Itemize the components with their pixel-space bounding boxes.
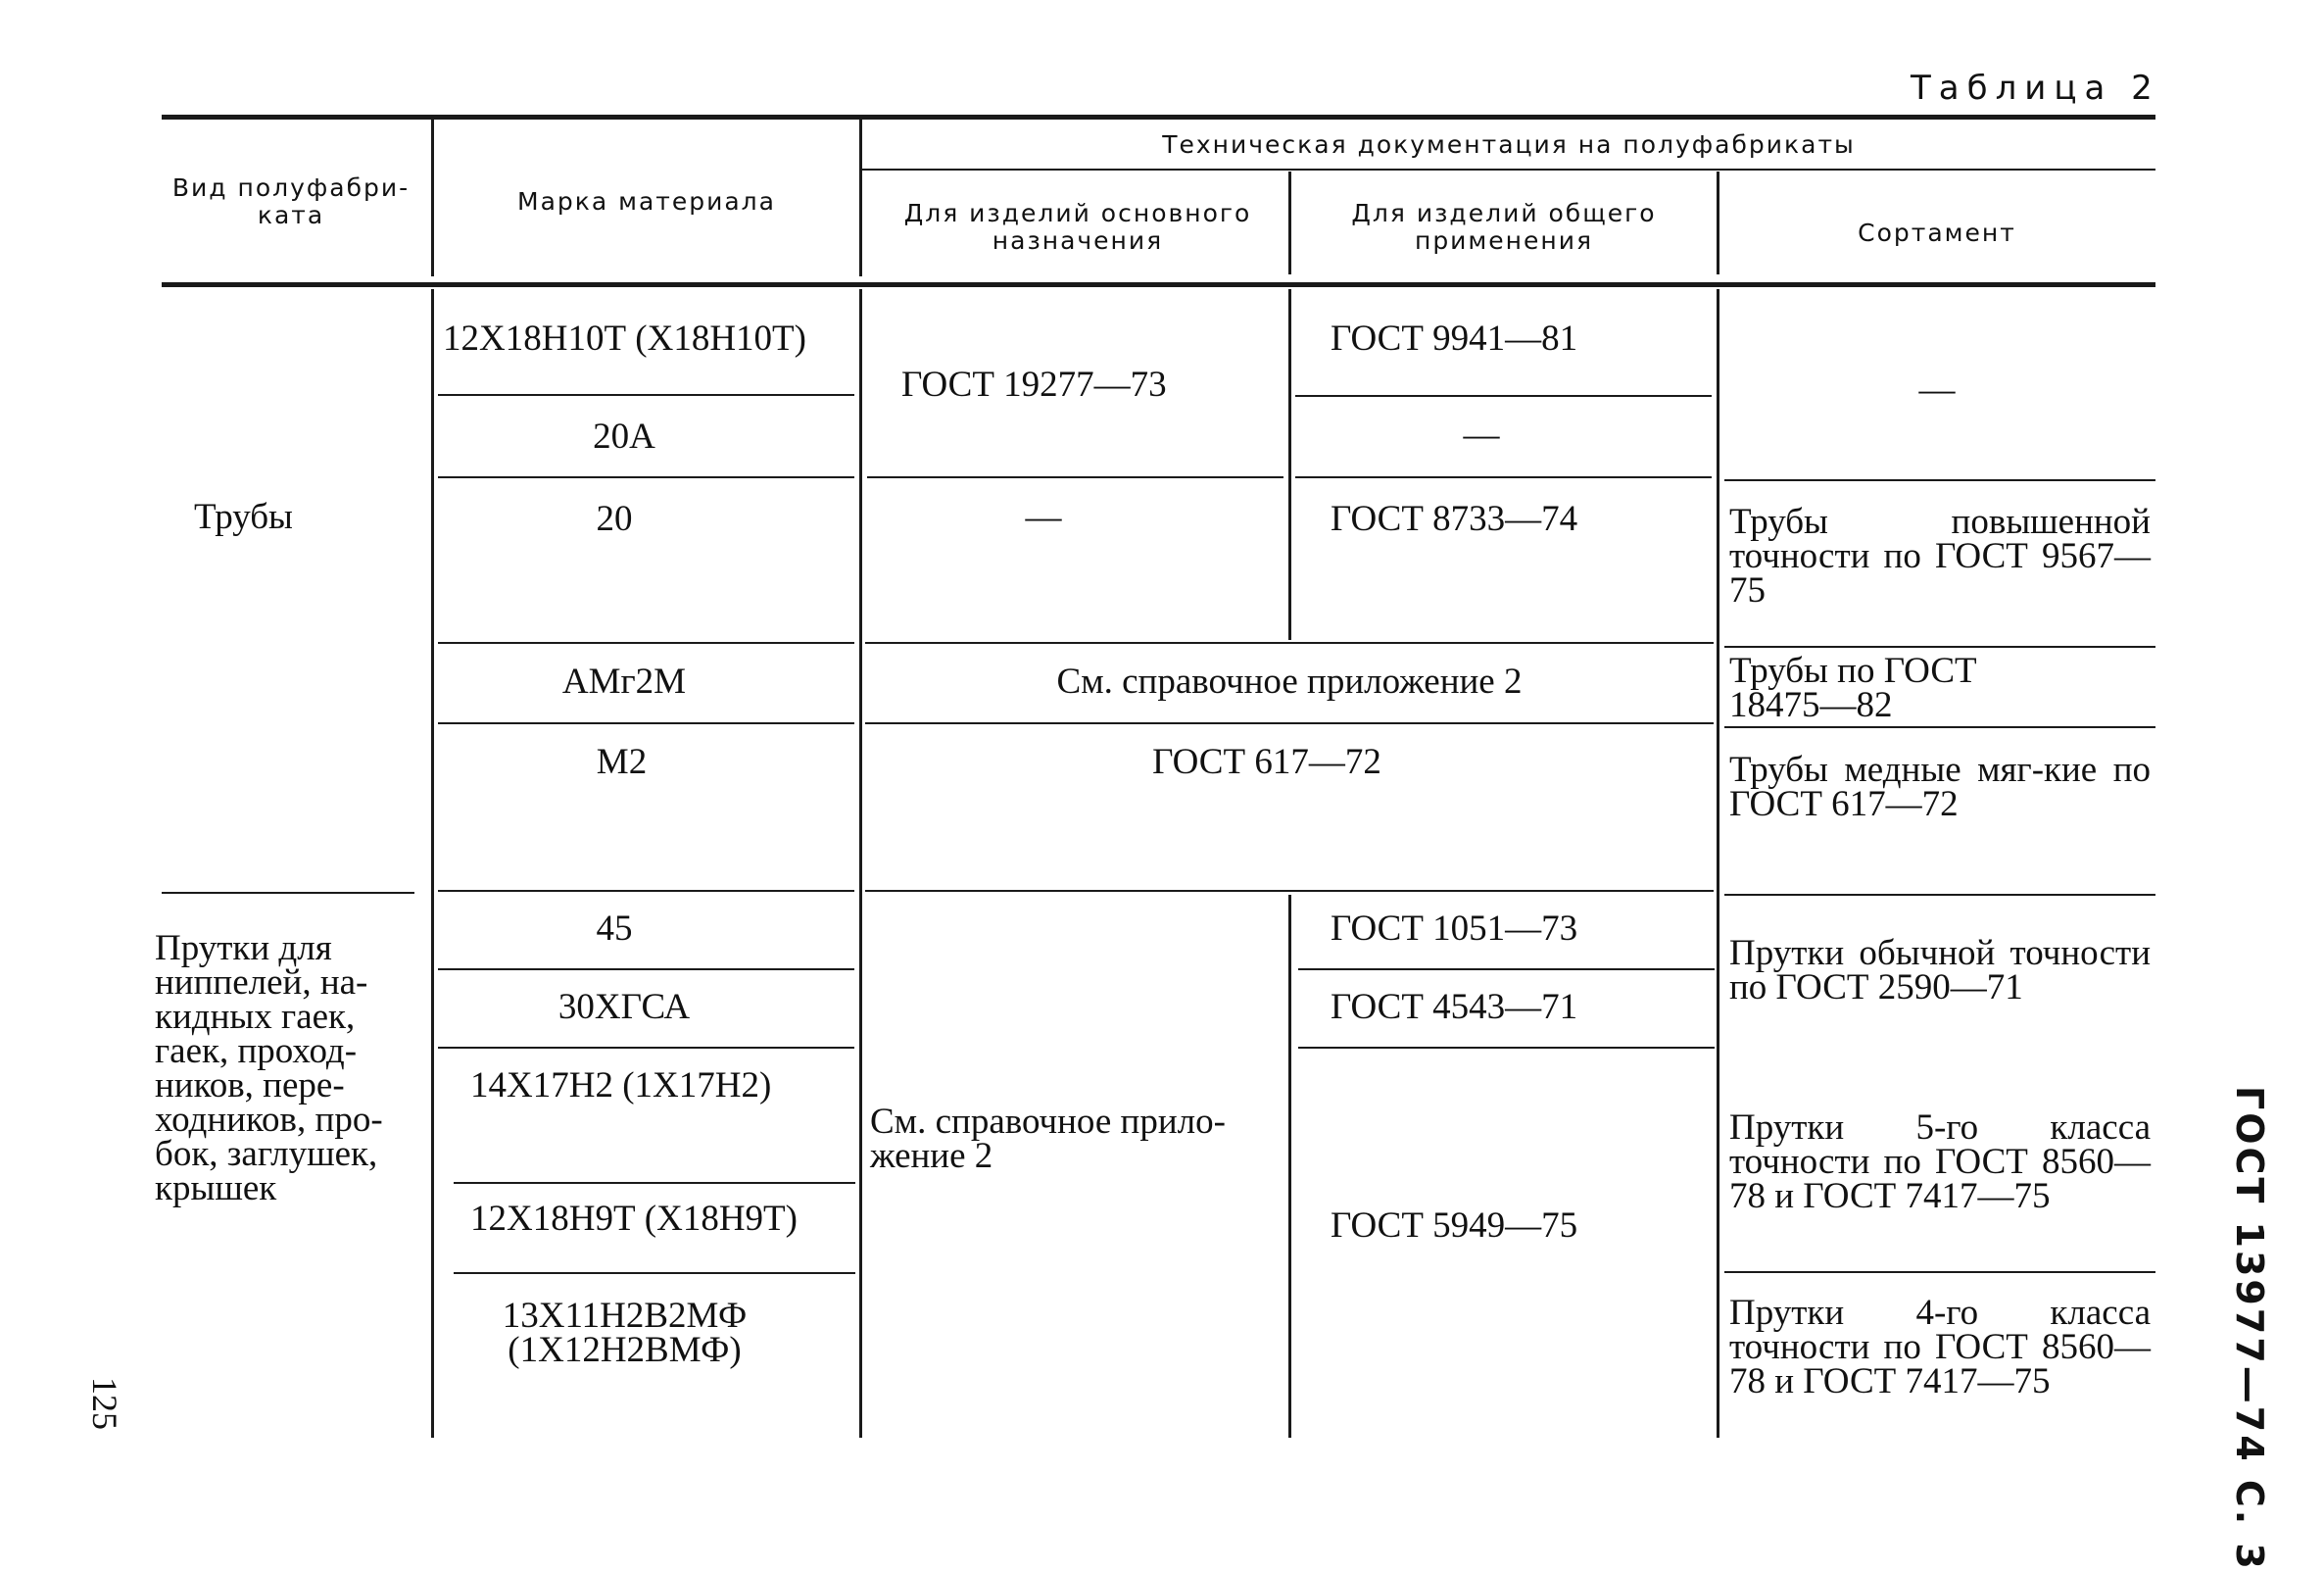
kind-tubes: Трубы [194, 497, 293, 537]
sort-bars-class5: Прутки 5-го класса точности по ГОСТ 8560—78 и ГОСТ 7417—75 [1729, 1107, 2151, 1216]
sort-tubes-copper: Трубы медные мяг-кие по ГОСТ 617—72 [1729, 750, 2151, 824]
section-sep [865, 890, 1714, 892]
mark-cell: 12Х18Н9Т (Х18Н9Т) [470, 1199, 798, 1239]
sort-sep [1724, 1271, 2155, 1273]
table-top-rule [162, 115, 2155, 120]
general-sep [1295, 395, 1712, 397]
sort-bars-class4: Прутки 4-го класса точности по ГОСТ 8560—78 и ГОСТ 7417—75 [1729, 1293, 2151, 1401]
general-sep [1298, 1047, 1715, 1049]
mark-sep [438, 1047, 854, 1049]
mark-sep [438, 722, 854, 724]
merged-gost: ГОСТ 617—72 [1152, 742, 1381, 782]
mark-sep [454, 1272, 855, 1274]
merged-sep [865, 722, 1714, 724]
mark-cell: 13Х11Н2В2МФ (1Х12Н2ВМФ) [502, 1296, 748, 1370]
section-sep [1724, 894, 2155, 896]
sort-sep [1724, 646, 2155, 648]
header-kind: Вид полуфабри-ката [171, 173, 411, 229]
mark-cell: М2 [596, 742, 648, 782]
header-basic-purpose: Для изделий основного назначения [903, 199, 1252, 255]
col-divider-3-bars [1288, 895, 1291, 1438]
merged-appendix: См. справочное приложение 2 [1056, 662, 1523, 702]
sort-dash: — [1918, 369, 1956, 410]
col-divider-3-tubes [1288, 289, 1291, 640]
mark-cell: 30ХГСА [557, 987, 691, 1027]
merged-sep [865, 642, 1714, 644]
basic-dash: — [1025, 497, 1062, 537]
mark-cell: 45 [596, 909, 633, 949]
basic-gost-tubes: ГОСТ 19277—73 [901, 365, 1167, 405]
mark-cell: 12Х18Н10Т (Х18Н10Т) [443, 319, 806, 359]
col-divider-2-body [859, 289, 862, 1438]
sort-sep [1724, 726, 2155, 728]
table-title: Таблица 2 [1911, 69, 2160, 108]
page-number: 125 [85, 1377, 124, 1430]
header-bottom-rule [162, 282, 2155, 287]
sort-tubes-precision: Трубы повышенной точности по ГОСТ 9567—75 [1729, 502, 2151, 611]
running-header: ГОСТ 13977—74 С. 3 [2228, 1086, 2271, 1572]
general-gost-bars-1: ГОСТ 1051—73 [1331, 909, 1578, 949]
sort-tubes-gost: Трубы по ГОСТ 18475—82 [1729, 651, 1977, 725]
mark-sep [438, 642, 854, 644]
general-gost-bars-2: ГОСТ 4543—71 [1331, 987, 1578, 1027]
basic-sep [867, 476, 1283, 478]
general-gost-tubes-3: ГОСТ 8733—74 [1331, 499, 1578, 539]
mark-cell: АМг2М [561, 662, 687, 702]
header-general-use: Для изделий общего применения [1351, 199, 1657, 255]
col-divider-1 [431, 120, 434, 276]
mark-sep [454, 1182, 855, 1184]
mark-cell: 14Х17Н2 (1Х17Н2) [470, 1065, 772, 1105]
header-mark: Марка материала [517, 187, 776, 216]
mark-sep [438, 394, 854, 396]
sort-sep [1724, 479, 2155, 481]
mark-cell: 20 [596, 499, 633, 539]
mark-sep [438, 968, 854, 970]
mark-sep [438, 476, 854, 478]
basic-appendix-bars: См. справочное прило-жение 2 [870, 1102, 1226, 1176]
section-sep [438, 890, 854, 892]
header-tech-doc: Техническая документация на полуфабрикаты [1162, 130, 1856, 159]
general-sep [1298, 968, 1715, 970]
col-divider-3 [1288, 172, 1291, 274]
section-sep [162, 892, 414, 894]
mark-cell: 20А [593, 417, 655, 457]
general-gost-tubes-1: ГОСТ 9941—81 [1331, 319, 1578, 359]
kind-bars: Прутки для ниппелей, на-кидных гаек, гаек, проход-ников, пере-ходников, про-бок, заглушек, крышек [155, 928, 383, 1208]
group-header-rule [862, 169, 2155, 171]
col-divider-4-body [1717, 289, 1719, 1438]
header-assortment: Сортамент [1858, 219, 2016, 247]
general-gost-bars-merged: ГОСТ 5949—75 [1331, 1205, 1578, 1246]
general-dash: — [1463, 415, 1500, 455]
general-sep [1295, 476, 1712, 478]
col-divider-1-body [431, 289, 434, 1438]
col-divider-4 [1717, 172, 1719, 274]
sort-bars-ordinary: Прутки обычной точности по ГОСТ 2590—71 [1729, 933, 2151, 1007]
